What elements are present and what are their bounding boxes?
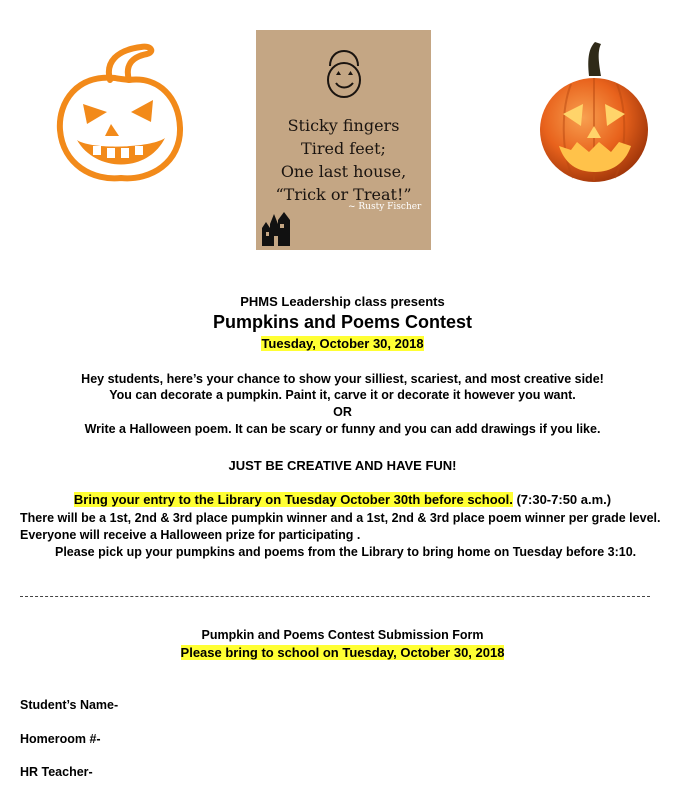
haunted-house-icon bbox=[260, 210, 294, 246]
hr-teacher-field: HR Teacher- bbox=[20, 765, 93, 779]
form-instruction: Please bring to school on Tuesday, October 30, 2018 bbox=[180, 645, 505, 660]
intro-line-3: Write a Halloween poem. It can be scary or funny and you can add drawings if you like. bbox=[84, 422, 601, 436]
poem-lines: Sticky fingers Tired feet; One last house, “Trick or Treat!” bbox=[275, 116, 412, 204]
entry-highlight: Bring your entry to the Library on Tuesday October 30th before school. bbox=[73, 492, 513, 507]
prize-line: Everyone will receive a Halloween prize for participating . bbox=[20, 528, 361, 542]
form-title: Pumpkin and Poems Contest Submission Form bbox=[201, 628, 484, 642]
entry-time: (7:30-7:50 a.m.) bbox=[512, 492, 612, 507]
creative-slogan: JUST BE CREATIVE AND HAVE FUN! bbox=[228, 458, 457, 473]
winners-line: There will be a 1st, 2nd & 3rd place pumpkin winner and a 1st, 2nd & 3rd place poem winner per grade level. bbox=[20, 511, 661, 525]
student-name-field: Student’s Name- bbox=[20, 698, 119, 712]
contest-date: Tuesday, October 30, 2018 bbox=[261, 336, 424, 351]
poem-poster bbox=[256, 30, 431, 250]
outline-jack-o-lantern-image bbox=[55, 40, 185, 185]
cut-line-divider bbox=[20, 596, 650, 597]
page-title: Pumpkins and Poems Contest bbox=[212, 312, 473, 332]
carved-pumpkin-image bbox=[537, 40, 652, 185]
intro-line-1: Hey students, here’s your chance to show your silliest, scariest, and most creative side! bbox=[81, 372, 604, 386]
intro-line-2: You can decorate a pumpkin. Paint it, carve it or decorate it however you want. bbox=[109, 388, 576, 402]
candy-bucket-icon bbox=[320, 42, 368, 100]
homeroom-field: Homeroom #- bbox=[20, 732, 101, 746]
poem-author: ~ Rusty Fischer bbox=[348, 202, 422, 212]
entry-line bbox=[0, 492, 685, 507]
or-separator: OR bbox=[333, 405, 352, 419]
presenter-line: PHMS Leadership class presents bbox=[240, 294, 445, 309]
pickup-line: Please pick up your pumpkins and poems from the Library to bring home on Tuesday before 3:10. bbox=[55, 545, 637, 559]
